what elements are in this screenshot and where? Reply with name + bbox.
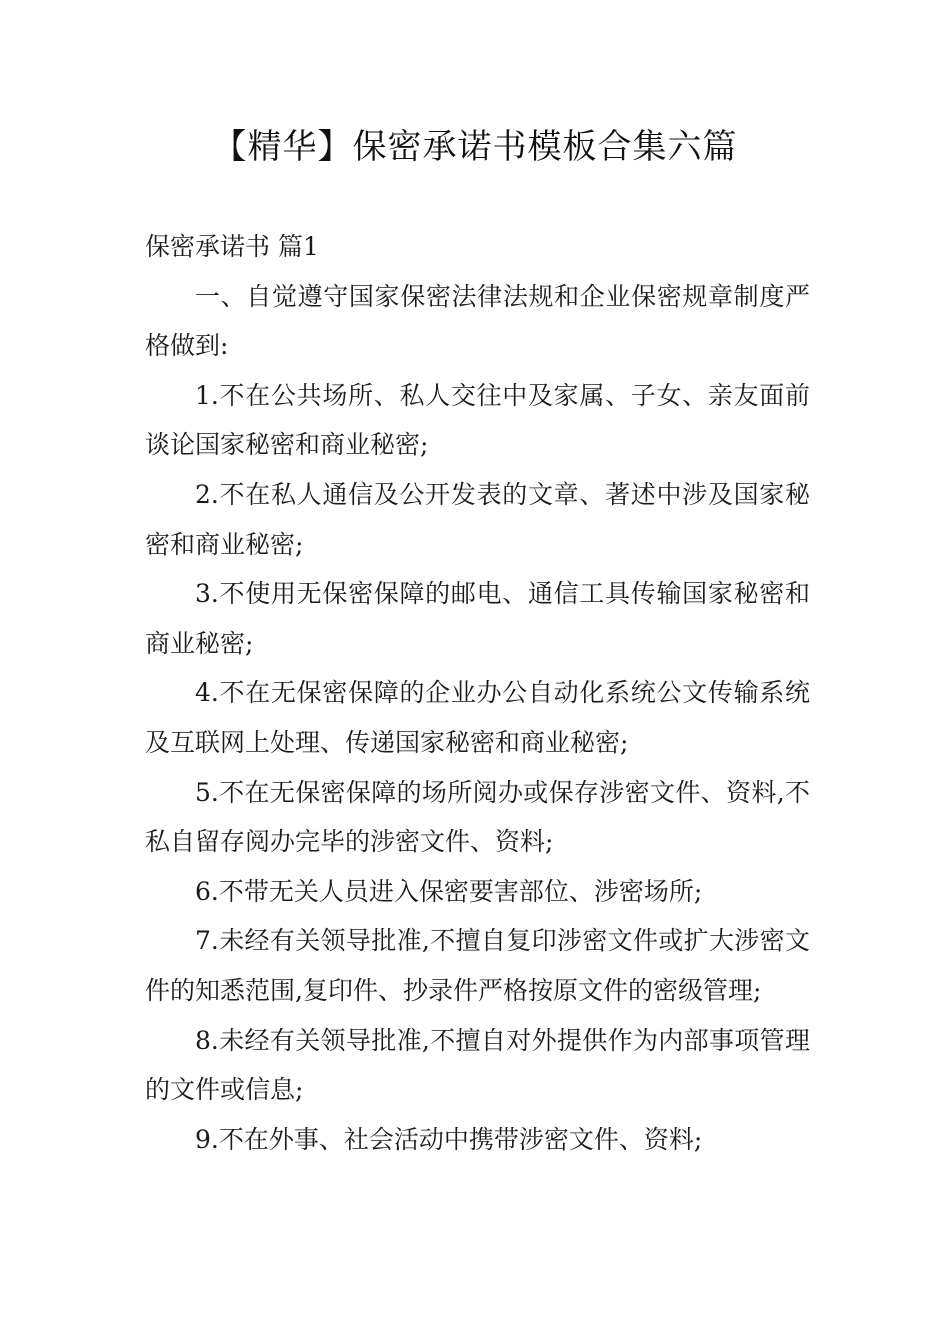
paragraph: 2.不在私人通信及公开发表的文章、著述中涉及国家秘密和商业秘密; bbox=[145, 479, 810, 559]
document-body bbox=[145, 222, 810, 1164]
paragraph: 3.不使用无保密保障的邮电、通信工具传输国家秘密和商业秘密; bbox=[145, 579, 810, 658]
paragraph: 6.不带无关人员进入保密要害部位、涉密场所; bbox=[195, 876, 703, 906]
paragraph: 4.不在无保密保障的企业办公自动化系统公文传输系统及互联网上处理、传递国家秘密和商业秘密; bbox=[145, 678, 810, 757]
section-heading: 保密承诺书 篇1 bbox=[145, 232, 319, 261]
paragraph: 7.未经有关领导批准,不擅自复印涉密文件或扩大涉密文件的知悉范围,复印件、抄录件严格按原文件的密级管理; bbox=[145, 926, 810, 1005]
paragraph: 1.不在公共场所、私人交往中及家属、子女、亲友面前谈论国家秘密和商业秘密; bbox=[145, 380, 810, 460]
paragraph: 5.不在无保密保障的场所阅办或保存涉密文件、资料,不私自留存阅办完毕的涉密文件、资料; bbox=[145, 777, 810, 857]
paragraph: 9.不在外事、社会活动中携带涉密文件、资料; bbox=[195, 1124, 703, 1154]
document-title: 【精华】保密承诺书模板合集六篇 bbox=[212, 127, 738, 167]
paragraph: 8.未经有关领导批准,不擅自对外提供作为内部事项管理的文件或信息; bbox=[145, 1025, 810, 1105]
paragraph: 一、自觉遵守国家保密法律法规和企业保密规章制度严格做到: bbox=[145, 281, 810, 361]
